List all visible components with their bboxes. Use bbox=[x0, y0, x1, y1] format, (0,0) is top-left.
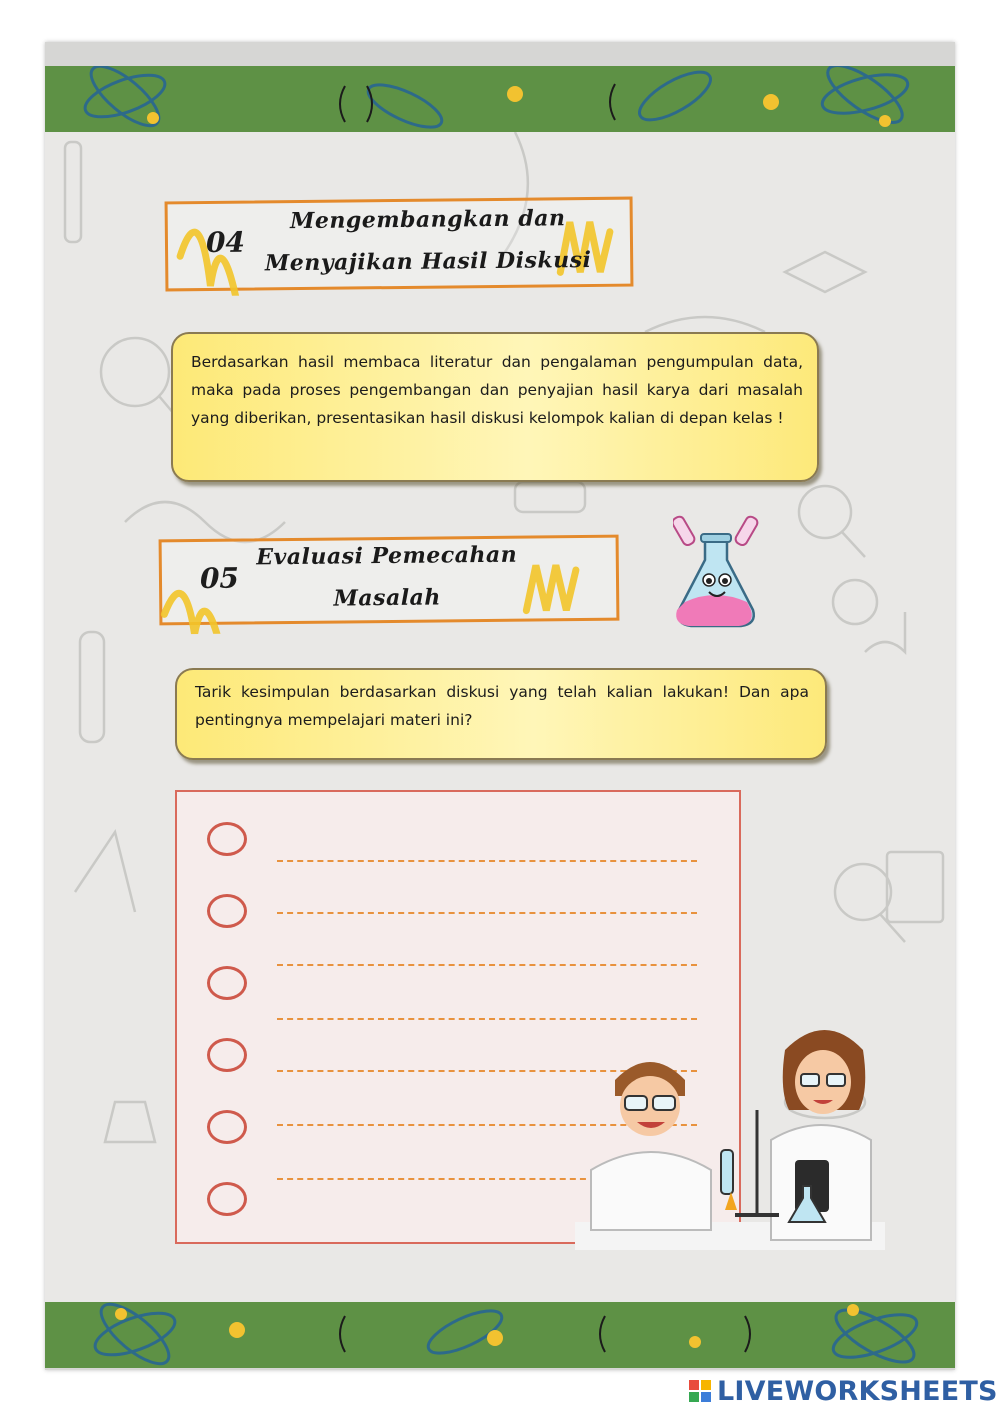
answer-bullet-4[interactable] bbox=[207, 1038, 247, 1072]
answer-line-2[interactable] bbox=[277, 912, 697, 914]
section-05-instruction-box bbox=[175, 668, 827, 760]
flask-mascot-icon bbox=[673, 510, 759, 630]
section-number: 04 bbox=[205, 225, 246, 260]
top-decorative-band bbox=[45, 66, 955, 132]
liveworksheets-watermark bbox=[689, 1374, 998, 1408]
section-title-line-1: Evaluasi Pemecahan bbox=[256, 541, 518, 571]
scientists-illustration-icon bbox=[575, 1010, 885, 1250]
section-04-instruction-box bbox=[171, 332, 819, 482]
liveworksheets-logo-icon bbox=[689, 1380, 711, 1402]
section-title-line-2: Menyajikan Hasil Diskusi bbox=[264, 246, 592, 277]
section-04-heading bbox=[165, 197, 634, 292]
atom-pattern-icon bbox=[45, 1302, 955, 1368]
atom-pattern-icon bbox=[45, 66, 955, 132]
bottom-decorative-band bbox=[45, 1302, 955, 1368]
section-number: 05 bbox=[199, 561, 240, 595]
page-bottom-edge bbox=[45, 1368, 955, 1370]
section-title-line-2: Masalah bbox=[333, 584, 441, 612]
answer-bullet-3[interactable] bbox=[207, 966, 247, 1000]
answer-bullet-2[interactable] bbox=[207, 894, 247, 928]
answer-bullet-1[interactable] bbox=[207, 822, 247, 856]
section-05-heading bbox=[159, 535, 620, 626]
answer-line-3[interactable] bbox=[277, 964, 697, 966]
answer-line-1[interactable] bbox=[277, 860, 697, 862]
watermark-text: LIVEWORKSHEETS bbox=[717, 1375, 998, 1407]
section-05-instruction-text: Tarik kesimpulan berdasarkan diskusi yang telah kalian lakukan! Dan apa pentingnya mempelajari materi ini? bbox=[195, 683, 809, 729]
worksheet-page bbox=[45, 42, 955, 1370]
section-title-line-1: Mengembangkan dan bbox=[289, 205, 566, 235]
section-04-instruction-text: Berdasarkan hasil membaca literatur dan pengalaman pengumpulan data, maka pada proses pengembangan dan penyajian hasil karya dari masalah yang diberikan, presentasikan hasil diskusi kelompok kalian di depan kelas ! bbox=[191, 353, 803, 427]
answer-bullet-6[interactable] bbox=[207, 1182, 247, 1216]
answer-bullet-5[interactable] bbox=[207, 1110, 247, 1144]
